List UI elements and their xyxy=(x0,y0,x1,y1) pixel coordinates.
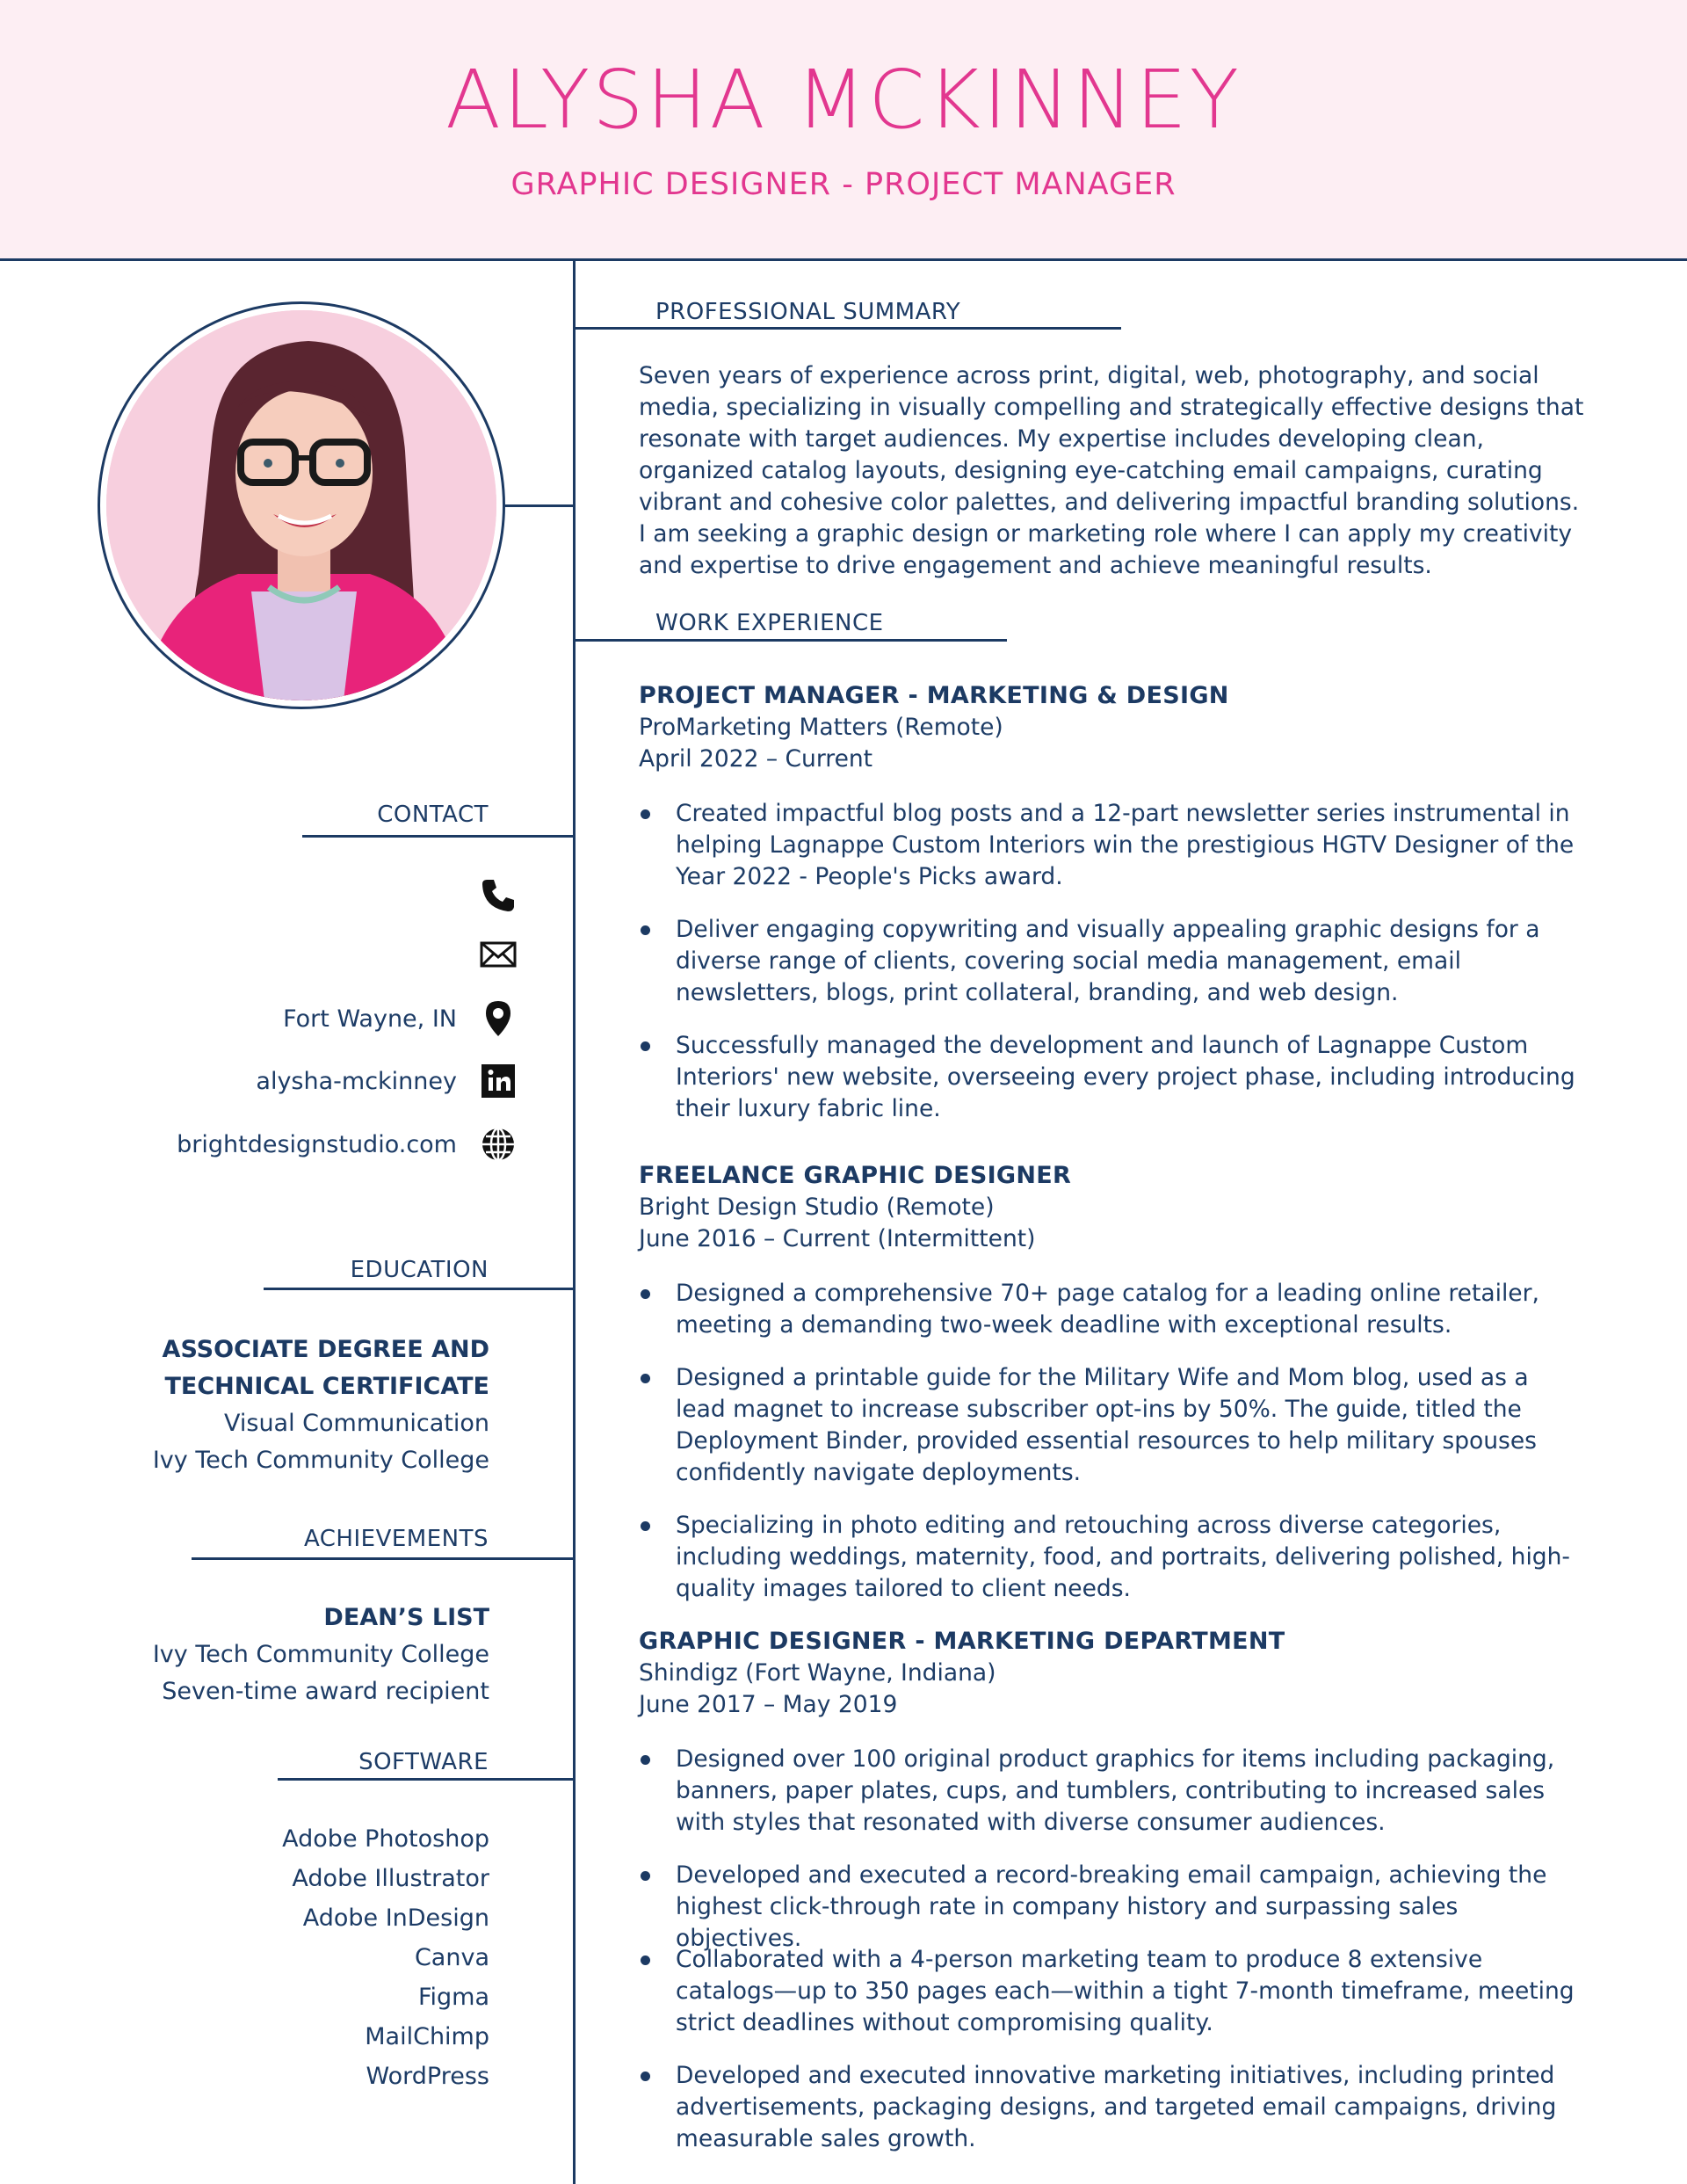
bullet-dot xyxy=(641,2072,650,2081)
contact-website-row xyxy=(88,1124,518,1168)
resume-header xyxy=(0,0,1687,261)
software-item: Adobe InDesign xyxy=(302,1905,489,1932)
bullet-text: Collaborated with a 4-person marketing team to produce 8 extensive catalogs—up to 350 pages each—within a tight 7-month timeframe, meeting strict deadlines without compromising quality. xyxy=(676,1946,1575,2036)
bullet-text: Designed a printable guide for the Military Wife and Mom blog, used as a lead magnet to increase subscriber opt-ins by 50%. The guide, titled the Deployment Binder, provided essential resources to help military spouses confidently navigate deployments. xyxy=(676,1364,1537,1486)
software-item: Canva xyxy=(414,1944,489,1971)
work-heading-rule xyxy=(575,639,1007,642)
globe-icon xyxy=(478,1124,518,1165)
section-heading-education: EDUCATION xyxy=(350,1257,489,1283)
candidate-subtitle: GRAPHIC DESIGNER - PROJECT MANAGER xyxy=(510,167,1177,202)
profile-photo xyxy=(106,310,496,700)
bullet-text: Specializing in photo editing and retouching across diverse categories, including weddings, maternity, food, and portraits, delivering polished, high-quality images tailored to client needs. xyxy=(676,1512,1570,1602)
contact-website: brightdesignstudio.com xyxy=(177,1131,457,1158)
bullet-text: Created impactful blog posts and a 12-part newsletter series instrumental in helping Lagnappe Custom Interiors win the prestigious HGTV Designer of the Year 2022 - People's Picks award. xyxy=(676,800,1575,890)
software-item: WordPress xyxy=(366,2063,489,2090)
phone-icon xyxy=(478,874,518,915)
bullet-dot xyxy=(641,1289,650,1299)
section-heading-achievements: ACHIEVEMENTS xyxy=(303,1526,489,1552)
photo-connector xyxy=(505,504,575,507)
location-pin-icon xyxy=(478,998,518,1039)
bullet-text: Successfully managed the development and launch of Lagnappe Custom Interiors' new website, overseeing every project phase, including introducing their luxury fabric line. xyxy=(676,1032,1575,1122)
bullet-text: Developed and executed innovative marketing initiatives, including printed advertisements, packaging designs, and targeted email campaigns, driving measurable sales growth. xyxy=(676,2062,1557,2152)
bullet-text: Developed and executed a record-breaking email campaign, achieving the highest click-through rate in company history and surpassing sales objectives. xyxy=(676,1861,1547,1952)
summary-heading-rule xyxy=(575,327,1121,330)
contact-heading-rule xyxy=(302,835,575,838)
education-field: Visual Communication xyxy=(224,1410,489,1437)
software-item: Adobe Photoshop xyxy=(282,1825,489,1853)
contact-location: Fort Wayne, IN xyxy=(283,1005,457,1033)
bullet-dot xyxy=(641,1955,650,1965)
bullet-dot xyxy=(641,925,650,935)
bullet-text: Designed a comprehensive 70+ page catalog for a leading online retailer, meeting a demanding two-week deadline with exceptional results. xyxy=(676,1280,1539,1339)
job-dates: April 2022 – Current xyxy=(639,745,873,773)
bullet-dot xyxy=(641,1041,650,1051)
achievements-heading-rule xyxy=(192,1557,575,1560)
achievement-school: Ivy Tech Community College xyxy=(152,1641,489,1668)
section-heading-contact: CONTACT xyxy=(377,802,489,828)
degree-line-1: ASSOCIATE DEGREE AND xyxy=(162,1336,489,1363)
contact-phone-row xyxy=(88,874,518,918)
software-item: Adobe Illustrator xyxy=(292,1865,489,1892)
summary-text: Seven years of experience across print, digital, web, photography, and social media, specializing in visually compelling and strategically effective designs that resonate with target audiences. My expertise includes developing clean, organized catalog layouts, designing eye-catching email campaigns, curating vibrant and cohesive color palettes, and delivering impactful branding solutions. I am seeking a graphic design or marketing role where I can apply my creativity and expertise to drive engagement and achieve meaningful results. xyxy=(639,362,1584,579)
contact-linkedin-row xyxy=(88,1061,518,1105)
bullet-dot xyxy=(641,1755,650,1765)
bullet-dot xyxy=(641,1521,650,1531)
job-title: GRAPHIC DESIGNER - MARKETING DEPARTMENT xyxy=(639,1628,1285,1655)
bullet-text: Deliver engaging copywriting and visually appealing graphic designs for a diverse range of clients, covering social media management, email newsletters, blogs, print collateral, branding, and web design. xyxy=(676,916,1540,1006)
job-company: Bright Design Studio (Remote) xyxy=(639,1194,995,1221)
job-dates: June 2016 – Current (Intermittent) xyxy=(639,1225,1036,1252)
linkedin-icon xyxy=(478,1061,518,1101)
contact-linkedin: alysha-mckinney xyxy=(256,1068,457,1095)
job-dates: June 2017 – May 2019 xyxy=(639,1691,898,1718)
candidate-name: ALYSHA MCKINNEY xyxy=(445,53,1242,147)
job-title: FREELANCE GRAPHIC DESIGNER xyxy=(639,1162,1072,1189)
contact-email-row xyxy=(88,934,518,978)
bullet-dot xyxy=(641,809,650,819)
bullet-text: Designed over 100 original product graphics for items including packaging, banners, paper plates, cups, and tumblers, contributing to increased sales with styles that resonated with diverse consumer audiences. xyxy=(676,1745,1555,1836)
section-heading-summary: PROFESSIONAL SUMMARY xyxy=(655,299,961,325)
section-heading-work: WORK EXPERIENCE xyxy=(655,610,884,636)
degree-line-2: TECHNICAL CERTIFICATE xyxy=(164,1373,489,1400)
software-heading-rule xyxy=(278,1778,575,1781)
achievement-detail: Seven-time award recipient xyxy=(162,1678,489,1705)
bullet-dot xyxy=(641,1374,650,1383)
bullet-dot xyxy=(641,1871,650,1881)
job-company: ProMarketing Matters (Remote) xyxy=(639,714,1003,741)
software-item: MailChimp xyxy=(365,2023,489,2050)
column-divider xyxy=(573,261,576,2184)
mail-icon xyxy=(478,934,518,975)
education-school: Ivy Tech Community College xyxy=(152,1447,489,1474)
contact-location-row xyxy=(88,998,518,1042)
job-title: PROJECT MANAGER - MARKETING & DESIGN xyxy=(639,682,1229,709)
job-company: Shindigz (Fort Wayne, Indiana) xyxy=(639,1659,996,1687)
education-heading-rule xyxy=(264,1288,575,1290)
section-heading-software: SOFTWARE xyxy=(358,1749,489,1775)
achievement-title: DEAN’S LIST xyxy=(323,1604,489,1631)
software-item: Figma xyxy=(417,1984,489,2011)
